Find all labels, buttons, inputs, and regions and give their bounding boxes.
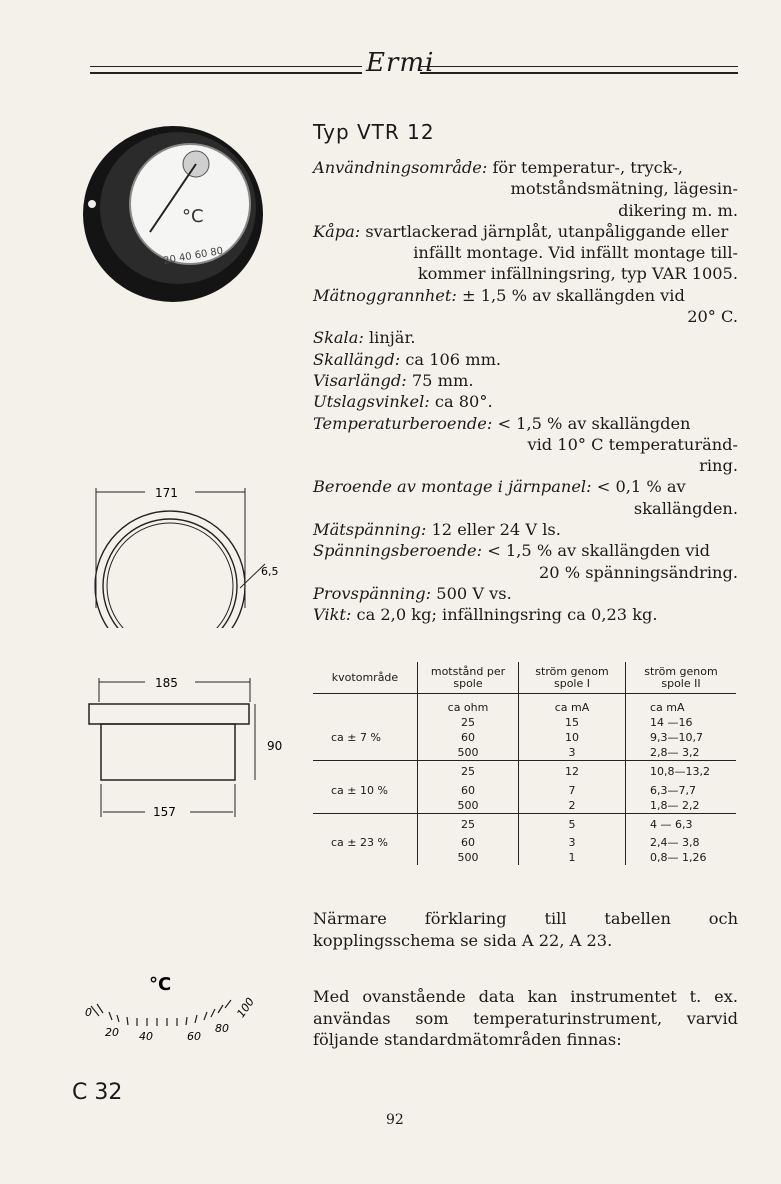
spec-row bbox=[313, 327, 738, 348]
table-unit-cell: ca mA bbox=[626, 694, 737, 716]
spec-value: ± 1,5 % av skallängden vid bbox=[462, 285, 685, 305]
table-cell: 2,8— 3,2 bbox=[626, 745, 737, 761]
table-row bbox=[313, 745, 736, 761]
dial-unit-label: °C bbox=[182, 206, 204, 227]
table-row bbox=[313, 798, 736, 814]
table-cell: 500 bbox=[418, 850, 519, 865]
range-cell: ca ± 7 % bbox=[331, 731, 381, 744]
table-cell: 1 bbox=[519, 850, 626, 865]
table-cell: 25 bbox=[418, 761, 519, 783]
range-cell bbox=[313, 798, 418, 814]
table-unit-cell bbox=[313, 694, 418, 716]
table-cell: 9,3—10,7 bbox=[626, 730, 737, 745]
scale-unit-label: °C bbox=[149, 974, 172, 995]
table-cell: 5 bbox=[519, 813, 626, 835]
spec-label: Spänningsberoende: bbox=[313, 541, 483, 561]
spec-label: Mätnoggrannhet: bbox=[313, 285, 457, 305]
spec-label: Beroende av montage i järnpanel: bbox=[313, 477, 592, 497]
table-cell: 60 bbox=[418, 730, 519, 745]
spec-row bbox=[313, 519, 738, 540]
spec-list bbox=[313, 157, 738, 626]
range-cell bbox=[313, 745, 418, 761]
spec-value: 75 mm. bbox=[411, 370, 474, 390]
svg-text:20 40 60 80: 20 40 60 80 bbox=[162, 245, 225, 267]
spec-continuation: vid 10° C temperaturänd- bbox=[527, 434, 738, 454]
table-cell: 4 — 6,3 bbox=[626, 813, 737, 835]
table-cell: 2,4— 3,8 bbox=[626, 835, 737, 850]
spec-row bbox=[313, 221, 738, 242]
spec-value: 12 eller 24 V ls. bbox=[431, 520, 561, 540]
spec-row bbox=[313, 391, 738, 412]
spec-continuation: infällt montage. Vid infällt montage till- bbox=[413, 243, 738, 263]
spec-value: < 0,1 % av bbox=[596, 477, 686, 497]
spec-continuation: dikering m. m. bbox=[618, 200, 738, 220]
spec-continuation: 20 % spänningsändring. bbox=[538, 562, 738, 582]
table-unit-cell: ca ohm bbox=[418, 694, 519, 716]
spec-row bbox=[313, 413, 738, 434]
spec-value: 500 V vs. bbox=[436, 583, 512, 603]
spec-row bbox=[313, 604, 738, 625]
spec-label: Utslagsvinkel: bbox=[313, 392, 430, 412]
range-cell bbox=[313, 715, 418, 730]
table-header-cell: ström genom spole II bbox=[626, 662, 737, 694]
data-table bbox=[313, 662, 736, 865]
header-rule-right bbox=[420, 66, 738, 74]
spec-label: Vikt: bbox=[313, 605, 352, 625]
spec-continuation: 20° C. bbox=[687, 307, 738, 327]
instrument-photo bbox=[78, 112, 288, 312]
table-cell: 6,3—7,7 bbox=[626, 783, 737, 798]
usage-paragraph: Med ovanstående data kan instrumentet t. ex. användas som temperaturinstrument, varvid följande standardmätområden finnas: bbox=[313, 987, 738, 1050]
table-cell: 3 bbox=[519, 745, 626, 761]
table-row bbox=[313, 850, 736, 865]
range-cell bbox=[313, 813, 418, 835]
table-cell: 7 bbox=[519, 783, 626, 798]
table-row bbox=[313, 783, 736, 798]
table-cell: 15 bbox=[519, 715, 626, 730]
scale-drawing bbox=[85, 960, 285, 1040]
spec-value: ca 80°. bbox=[434, 392, 493, 412]
spec-continuation: skallängden. bbox=[633, 498, 738, 518]
table-cell: 0,8— 1,26 bbox=[626, 850, 737, 865]
spec-row bbox=[313, 476, 738, 497]
spec-row bbox=[313, 583, 738, 604]
table-row bbox=[313, 835, 736, 850]
spec-value: linjär. bbox=[369, 328, 416, 348]
dim-6-5: 6,5 bbox=[261, 565, 279, 578]
table-row bbox=[313, 761, 736, 783]
spec-value: svartlackerad järnplåt, utanpåliggande eller bbox=[365, 221, 729, 241]
spec-row bbox=[313, 285, 738, 306]
range-cell bbox=[313, 761, 418, 783]
spec-label: Kåpa: bbox=[313, 221, 361, 241]
table-row bbox=[313, 813, 736, 835]
spec-label: Visarlängd: bbox=[313, 370, 407, 390]
spec-value: ca 106 mm. bbox=[405, 349, 502, 369]
spec-label: Provspänning: bbox=[313, 583, 432, 603]
scale-label-20: 20 bbox=[105, 1026, 119, 1039]
spec-value: < 1,5 % av skallängden vid bbox=[487, 541, 711, 561]
table-header-cell: kvotområde bbox=[313, 662, 418, 694]
header-rule-left bbox=[90, 66, 362, 74]
spec-label: Skallängd: bbox=[313, 349, 401, 369]
range-cell: ca ± 23 % bbox=[331, 836, 388, 849]
spec-label: Skala: bbox=[313, 328, 364, 348]
table-header-cell: ström genom spole I bbox=[519, 662, 626, 694]
table-cell: 25 bbox=[418, 715, 519, 730]
spec-label: Mätspänning: bbox=[313, 520, 427, 540]
table-cell: 2 bbox=[519, 798, 626, 814]
table-cell: 60 bbox=[418, 835, 519, 850]
spec-row bbox=[313, 157, 738, 178]
table-header-row bbox=[313, 662, 736, 694]
side-dimension-drawing bbox=[85, 672, 295, 822]
dim-90: 90 bbox=[267, 739, 283, 753]
table-cell: 10 bbox=[519, 730, 626, 745]
table-row bbox=[313, 730, 736, 745]
scale-label-0: 0 bbox=[85, 1006, 92, 1019]
scale-label-60: 60 bbox=[187, 1030, 201, 1040]
spec-value: < 1,5 % av skallängden bbox=[497, 413, 691, 433]
spec-continuation: ring. bbox=[699, 456, 738, 476]
spec-row bbox=[313, 370, 738, 391]
range-cell: ca ± 10 % bbox=[331, 783, 388, 797]
spec-row bbox=[313, 540, 738, 561]
spec-label: Användningsområde: bbox=[313, 158, 488, 177]
table-cell: 500 bbox=[418, 745, 519, 761]
dim-171: 171 bbox=[155, 486, 178, 500]
spec-value: ca 2,0 kg; infällningsring ca 0,23 kg. bbox=[356, 605, 658, 625]
table-cell: 3 bbox=[519, 835, 626, 850]
front-dimension-drawing bbox=[85, 478, 295, 628]
product-title: Typ VTR 12 bbox=[313, 120, 435, 144]
spec-label: Temperaturberoende: bbox=[313, 413, 493, 433]
spec-row bbox=[313, 349, 738, 370]
range-cell bbox=[313, 850, 418, 865]
table-header-cell: motstånd per spole bbox=[418, 662, 519, 694]
scale-label-40: 40 bbox=[139, 1030, 153, 1040]
table-unit-row bbox=[313, 694, 736, 716]
scale-label-100: 100 bbox=[234, 995, 257, 1021]
scale-label-80: 80 bbox=[215, 1022, 229, 1035]
table-cell: 10,8—13,2 bbox=[626, 761, 737, 783]
table-unit-cell: ca mA bbox=[519, 694, 626, 716]
table-cell: 14 —16 bbox=[626, 715, 737, 730]
note-paragraph: Närmare förklaring till tabellen och kopplingsschema se sida A 22, A 23. bbox=[313, 909, 738, 950]
table-cell: 60 bbox=[418, 783, 519, 798]
dim-185: 185 bbox=[155, 676, 178, 690]
page-id: C 32 bbox=[72, 1080, 123, 1105]
table-cell: 25 bbox=[418, 813, 519, 835]
brand-logo: Ermi bbox=[366, 48, 435, 78]
table-row bbox=[313, 715, 736, 730]
table-cell: 12 bbox=[519, 761, 626, 783]
table-cell: 500 bbox=[418, 798, 519, 814]
spec-continuation: kommer infällningsring, typ VAR 1005. bbox=[417, 264, 738, 284]
dim-157: 157 bbox=[153, 805, 176, 819]
spec-continuation: motståndsmätning, lägesin- bbox=[510, 179, 738, 199]
spec-value: för temperatur-, tryck-, bbox=[492, 158, 683, 177]
page-number: 92 bbox=[386, 1112, 404, 1128]
table-cell: 1,8— 2,2 bbox=[626, 798, 737, 814]
